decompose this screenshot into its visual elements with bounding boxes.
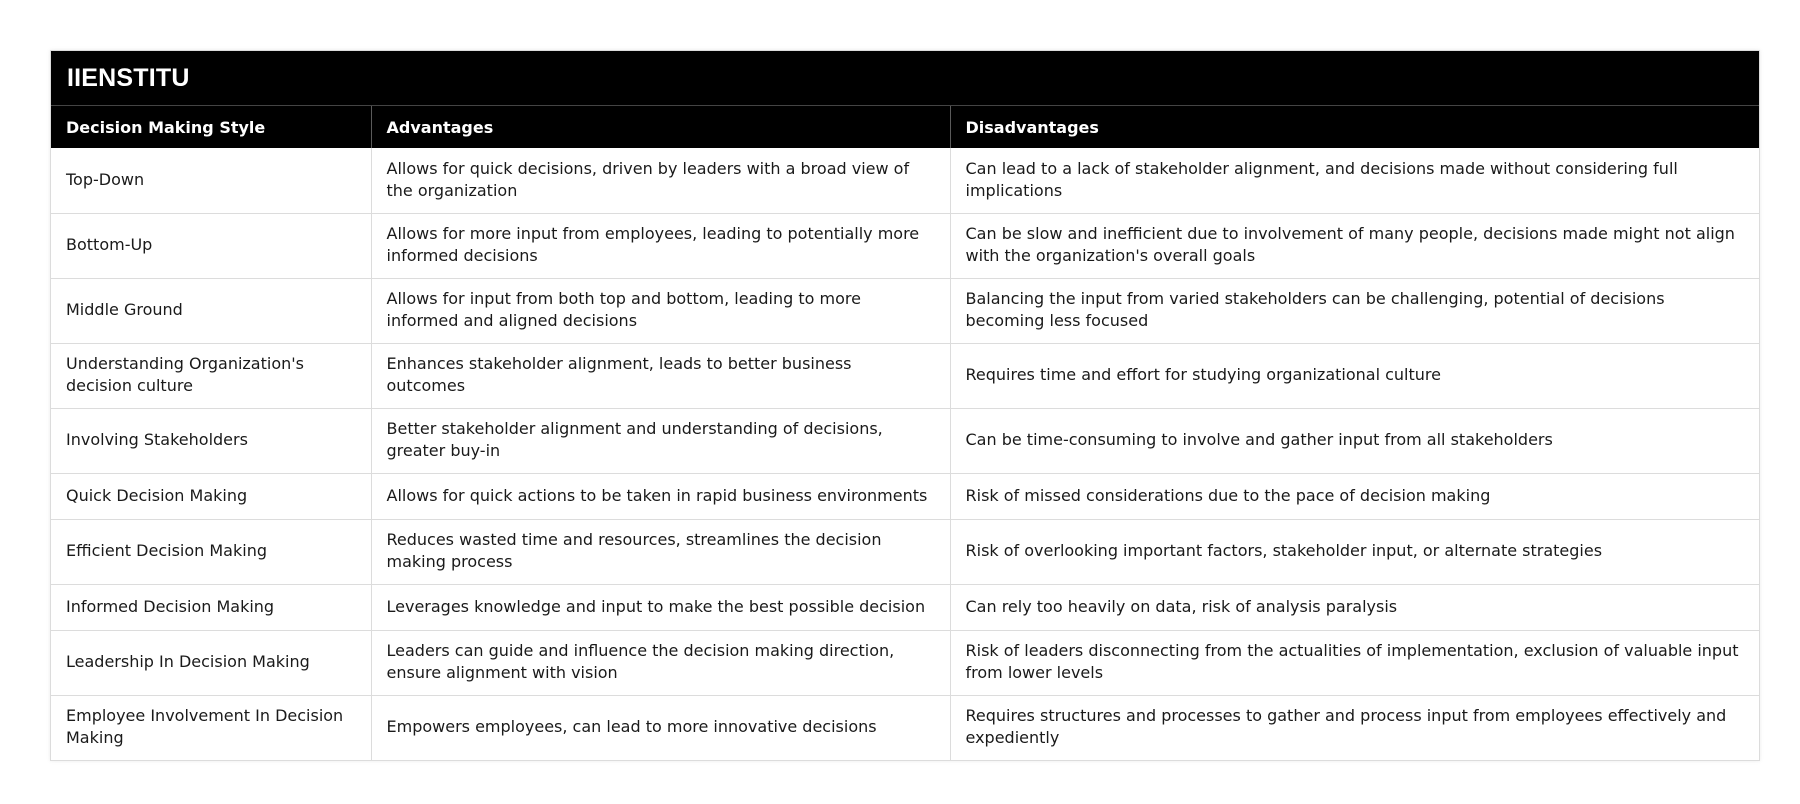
header-decision-making-style: Decision Making Style xyxy=(51,106,371,148)
advantages-cell: Empowers employees, can lead to more innovative decisions xyxy=(371,695,950,760)
table-title: IIENSTITU xyxy=(51,51,1759,106)
style-cell: Leadership In Decision Making xyxy=(51,630,371,695)
table-row xyxy=(51,695,1759,760)
table-row xyxy=(51,278,1759,343)
table-row xyxy=(51,408,1759,473)
disadvantages-cell: Requires structures and processes to gather and process input from employees effectively and expediently xyxy=(965,706,1727,748)
advantages-cell: Allows for quick decisions, driven by leaders with a broad view of the organization xyxy=(371,148,950,213)
disadvantages-cell: Can be time-consuming to involve and gather input from all stakeholders xyxy=(950,408,1759,473)
advantages-cell: Leaders can guide and influence the decision making direction, ensure alignment with vision xyxy=(371,630,950,695)
disadvantages-cell: Balancing the input from varied stakeholders can be challenging, potential of decisions becoming less focused xyxy=(950,278,1759,343)
style-cell: Efficient Decision Making xyxy=(51,519,371,584)
style-cell: Middle Ground xyxy=(51,278,371,343)
style-cell: Involving Stakeholders xyxy=(51,408,371,473)
disadvantages-cell: Risk of leaders disconnecting from the actualities of implementation, exclusion of valuable input from lower levels xyxy=(950,630,1759,695)
advantages-cell: Enhances stakeholder alignment, leads to better business outcomes xyxy=(371,343,950,408)
advantages-cell: Better stakeholder alignment and understanding of decisions, greater buy-in xyxy=(371,408,950,473)
table-row xyxy=(51,630,1759,695)
header-advantages: Advantages xyxy=(371,106,950,148)
table-row xyxy=(51,519,1759,584)
disadvantages-cell: Can lead to a lack of stakeholder alignment, and decisions made without considering full implications xyxy=(950,148,1759,213)
style-cell: Understanding Organization's decision culture xyxy=(51,343,371,408)
decision-style-table xyxy=(51,106,1759,760)
table-row xyxy=(51,343,1759,408)
table-row xyxy=(51,473,1759,519)
disadvantages-cell: Risk of overlooking important factors, stakeholder input, or alternate strategies xyxy=(950,519,1759,584)
style-cell: Top-Down xyxy=(51,148,371,213)
advantages-cell: Allows for more input from employees, leading to potentially more informed decisions xyxy=(371,213,950,278)
disadvantages-cell: Requires time and effort for studying organizational culture xyxy=(950,343,1759,408)
style-cell: Employee Involvement In Decision Making xyxy=(51,695,371,760)
disadvantages-cell: Can be slow and inefficient due to involvement of many people, decisions made might not align with the organization's overall goals xyxy=(950,213,1759,278)
comparison-table-card xyxy=(50,50,1760,761)
advantages-cell: Allows for quick actions to be taken in rapid business environments xyxy=(371,473,950,519)
disadvantages-cell: Risk of missed considerations due to the pace of decision making xyxy=(950,473,1759,519)
table-row xyxy=(51,148,1759,213)
table-header-row xyxy=(51,106,1759,148)
header-disadvantages: Disadvantages xyxy=(950,106,1759,148)
style-cell: Quick Decision Making xyxy=(51,473,371,519)
advantages-cell: Leverages knowledge and input to make the best possible decision xyxy=(371,584,950,630)
disadvantages-cell: Can rely too heavily on data, risk of analysis paralysis xyxy=(950,584,1759,630)
style-cell: Informed Decision Making xyxy=(51,584,371,630)
table-row xyxy=(51,584,1759,630)
table-row xyxy=(51,213,1759,278)
advantages-cell: Reduces wasted time and resources, streamlines the decision making process xyxy=(371,519,950,584)
style-cell: Bottom-Up xyxy=(51,213,371,278)
advantages-cell: Allows for input from both top and bottom, leading to more informed and aligned decisions xyxy=(371,278,950,343)
